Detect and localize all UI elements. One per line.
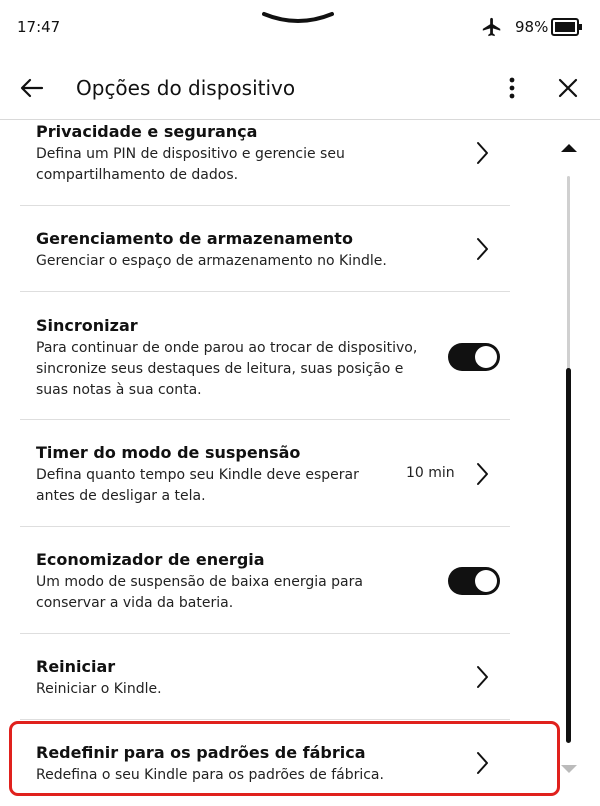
settings-item-factory-reset[interactable] [20,720,510,806]
item-description: Defina um PIN de dispositivo e gerencie seu compartilhamento de dados. [36,146,345,183]
item-title: Redefinir para os padrões de fábrica [36,743,366,762]
settings-item-sleep-timer[interactable] [20,420,510,527]
item-description: Defina quanto tempo seu Kindle deve esperar antes de desligar a tela. [36,467,359,504]
power-saver-toggle[interactable] [448,567,500,595]
settings-item-privacy[interactable] [20,120,510,206]
item-description: Um modo de suspensão de baixa energia para conservar a vida da bateria. [36,574,363,611]
pull-down-handle-icon[interactable] [262,10,334,30]
chevron-right-icon [472,461,492,487]
page-title: Opções do dispositivo [76,76,296,100]
settings-list [20,120,510,806]
chevron-right-icon [472,750,492,776]
scroll-down-arrow-icon[interactable] [560,764,578,774]
settings-item-power-saver [20,527,510,634]
chevron-right-icon [472,236,492,262]
more-vertical-icon [508,76,516,100]
close-button[interactable] [550,70,586,106]
item-title: Gerenciamento de armazenamento [36,229,353,248]
header-bar [0,56,600,120]
item-title: Reiniciar [36,657,116,676]
settings-item-storage[interactable] [20,206,510,292]
settings-item-restart[interactable] [20,634,510,720]
toggle-knob [475,346,497,368]
status-bar [0,0,600,56]
item-title: Privacidade e segurança [36,122,258,141]
item-description: Reiniciar o Kindle. [36,681,162,697]
back-arrow-icon [20,78,44,98]
scroll-up-arrow-icon[interactable] [560,143,578,153]
chevron-right-icon [472,140,492,166]
item-title: Sincronizar [36,316,138,335]
airplane-mode-icon [481,16,503,42]
chevron-right-icon [472,664,492,690]
sync-toggle[interactable] [448,343,500,371]
item-title: Economizador de energia [36,550,265,569]
close-icon [558,78,578,98]
item-title: Timer do modo de suspensão [36,443,301,462]
battery-percent: 98% [515,18,549,36]
toggle-knob [475,570,497,592]
battery-icon [551,18,583,40]
back-button[interactable] [14,70,50,106]
scrollbar-thumb[interactable] [566,368,571,743]
item-description: Para continuar de onde parou ao trocar de dispositivo, sincronize seus destaques de leitura, suas posição e suas notas à sua conta. [36,340,418,398]
settings-item-sync [20,292,510,420]
item-description: Gerenciar o espaço de armazenamento no Kindle. [36,253,387,269]
more-options-button[interactable] [496,70,528,106]
sleep-timer-value: 10 min [406,465,455,481]
status-time: 17:47 [17,18,61,36]
item-description: Redefina o seu Kindle para os padrões de fábrica. [36,767,384,783]
